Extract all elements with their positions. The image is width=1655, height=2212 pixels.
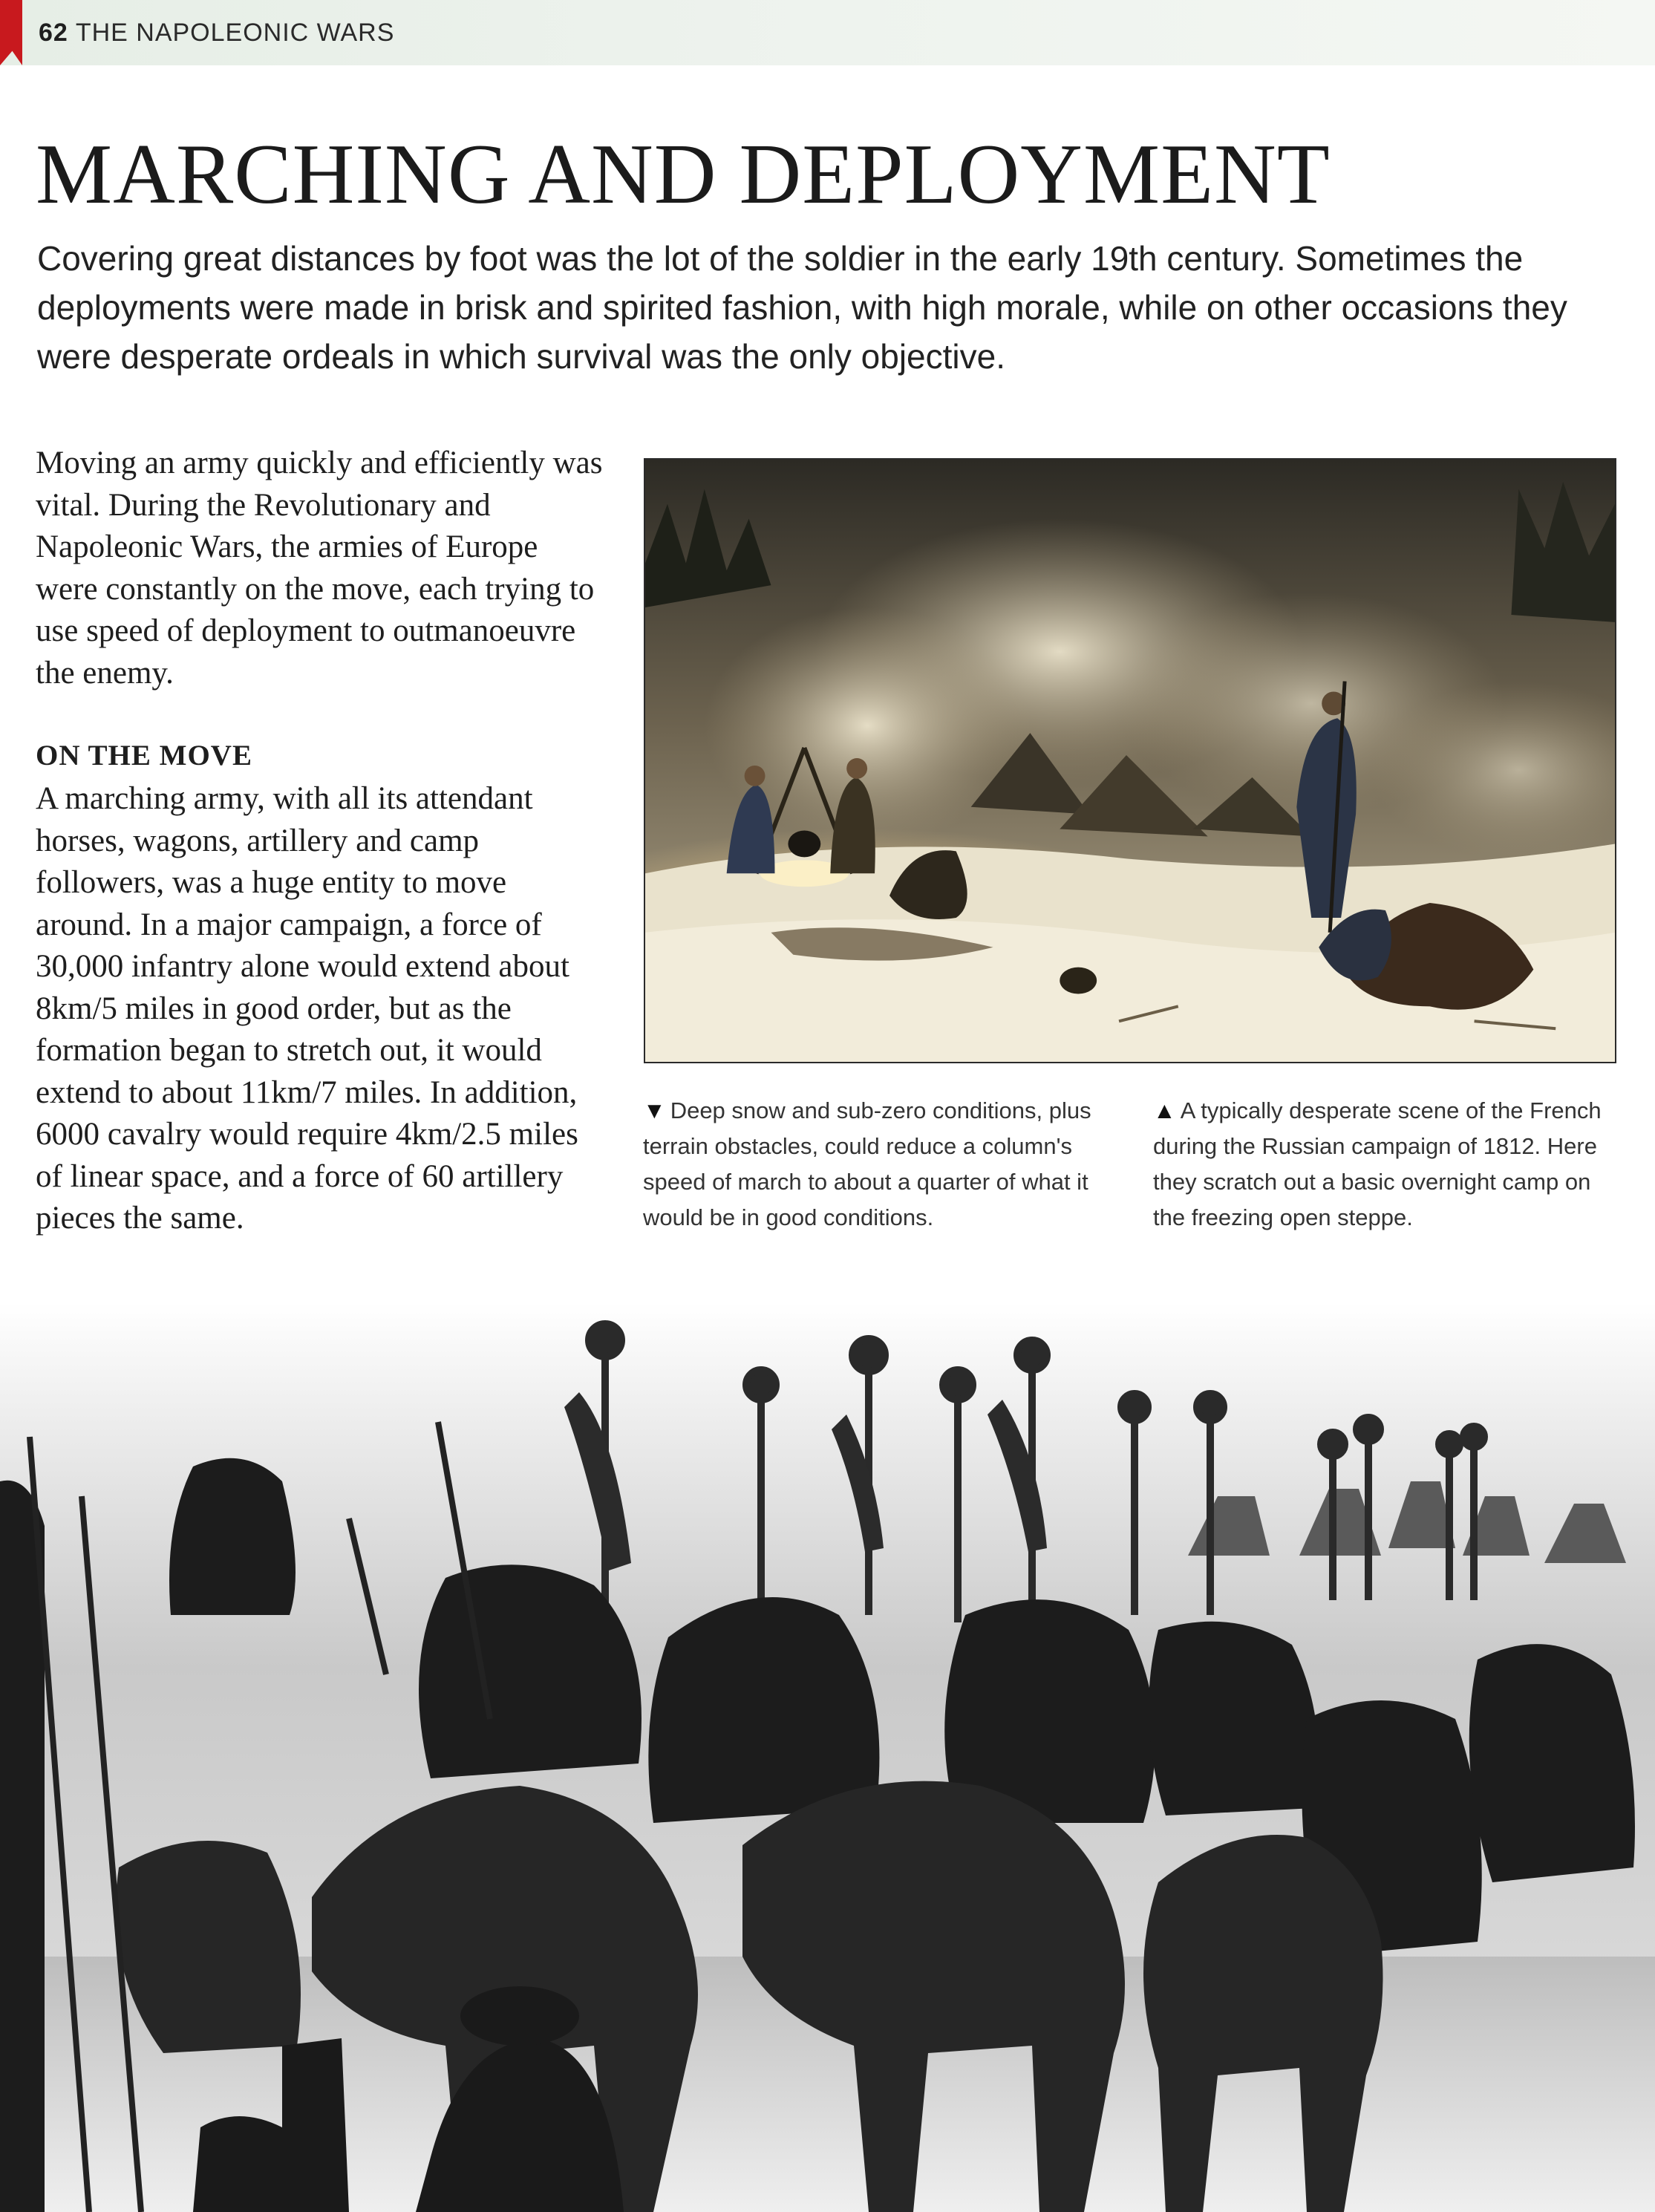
page-number: 62 [39,19,68,47]
body-paragraph-2: A marching army, with all its attendant horses, wagons, artillery and camp followers, was a huge entity to move around. In a major campaign, a force of 30,000 infantry alone would extend about 8km/5 miles in good order, but as the formation began to stretch out, it would extend to about 11km/7 miles. In addition, 6000 cavalry would require 4km/2.5 miles of linear space, and a force of 60 artillery pieces the same. [36,781,578,1236]
marching-column-drawing [0,1303,1655,2212]
running-head [39,16,394,49]
down-arrow-icon: ▼ [643,1097,666,1123]
caption-russian-campaign [1153,1093,1613,1236]
march-illustration [0,1303,1655,2212]
up-arrow-icon: ▲ [1153,1097,1176,1123]
caption-left-text: Deep snow and sub-zero conditions, plus terrain obstacles, could reduce a column's speed of march to about a quarter of what it would be in good conditions. [643,1097,1091,1230]
page-title: MARCHING AND DEPLOYMENT [36,127,1331,222]
camp-painting [645,460,1615,1062]
caption-snow-conditions [643,1093,1103,1236]
caption-right-text: A typically desperate scene of the French during the Russian campaign of 1812. Here they scratch out a basic overnight camp on the freezing open steppe. [1153,1097,1602,1230]
body-paragraph-1: Moving an army quickly and efficiently was vital. During the Revolutionary and Napoleonic Wars, the armies of Europe were constantly on the move, each trying to use speed of deployment to outmanoeuvre the enemy. [36,446,603,691]
intro-standfirst: Covering great distances by foot was the lot of the soldier in the early 19th century. Sometimes the deployments were made in brisk and spirited fashion, with high morale, while on other occasions they were desperate ordeals in which survival was the only objective. [37,239,1567,376]
subheading-on-the-move: ON THE MOVE [36,740,252,771]
camp-illustration [644,458,1616,1063]
section-title: THE NAPOLEONIC WARS [75,19,395,47]
